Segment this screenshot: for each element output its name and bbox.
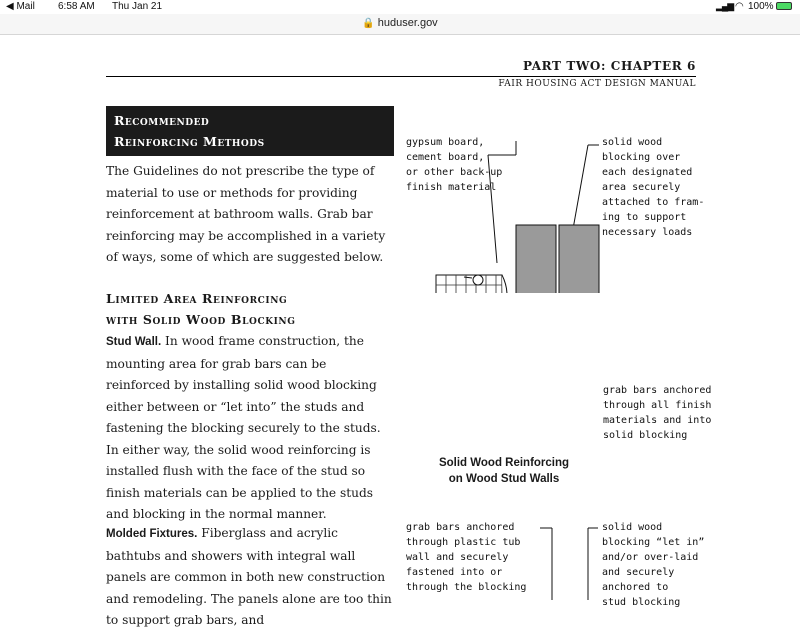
header-rule — [106, 76, 696, 77]
lock-icon: 🔒 — [362, 18, 375, 29]
back-to-mail-link[interactable]: ◀ Mail — [6, 1, 35, 12]
manual-title: FAIR HOUSING ACT DESIGN MANUAL — [498, 79, 696, 89]
battery-percent: 100% — [748, 1, 774, 12]
section-title-box — [106, 106, 394, 156]
address-bar[interactable] — [0, 14, 800, 35]
figure-caption: Solid Wood Reinforcing on Wood Stud Walls — [438, 457, 570, 485]
signal-icon: ▂▄▆ — [716, 1, 734, 11]
subsection-title — [106, 288, 392, 330]
intro-paragraph: The Guidelines do not prescribe the type of material to use or methods for providing reinforcement at bathroom walls. Grab bar reinforcing may be accomplished in a variety of ways, some of which are suggested below. — [106, 164, 386, 264]
stud-wall-paragraph — [106, 331, 392, 526]
molded-fixtures-text: Fiberglass and acrylic bathtubs and showers with integral wall panels are common in both new construction and remodeling. The panels alone are too thin to support grab bars, and — [106, 526, 392, 627]
figure2-leader-lines — [504, 520, 604, 600]
subsection-title-line1: Limited Area Reinforcing — [106, 291, 288, 306]
section-title-line1: Recommended — [114, 113, 210, 128]
callout-grab-bars-plastic: grab bars anchored through plastic tub wall and securely fastened into or through the blocking — [406, 522, 527, 593]
molded-fixtures-paragraph — [106, 523, 392, 632]
molded-fixtures-label: Molded Fixtures. — [106, 528, 198, 540]
battery-icon — [776, 2, 792, 10]
callout-solid-blocking: solid wood blocking over each designated area securely attached to fram- ing to support necessary loads — [602, 137, 705, 238]
chapter-heading: PART TWO: CHAPTER 6 — [523, 59, 696, 73]
url-text: huduser.gov — [377, 17, 438, 29]
wifi-icon: ◠ — [735, 1, 744, 12]
callout-let-in-blocking: solid wood blocking “let in” and/or over-laid and securely anchored to stud blocking — [602, 522, 705, 608]
status-time: 6:58 AM — [58, 1, 95, 12]
stud-wall-label: Stud Wall. — [106, 336, 162, 348]
stud-wall-text: In wood frame construction, the mounting area for grab bars can be reinforced by installing solid wood blocking either between or “let into” the studs and fastening the blocking securely to the studs. In either way, the solid wood reinforcing is installed flush with the face of the stud so finish materials can be applied to the studs and blocking in the normal manner. — [106, 334, 381, 521]
document-page — [14, 35, 786, 627]
ios-status-bar — [0, 0, 800, 14]
callout-grab-bars: grab bars anchored through all finish materials and into solid blocking — [603, 385, 712, 441]
callout-gypsum-board: gypsum board, cement board, or other back-up finish material — [406, 137, 503, 193]
bathroom-wall-illustration — [404, 45, 604, 293]
section-title-line2: Reinforcing Methods — [114, 134, 265, 149]
subsection-title-line2: with Solid Wood Blocking — [106, 312, 296, 327]
status-date: Thu Jan 21 — [112, 1, 163, 12]
